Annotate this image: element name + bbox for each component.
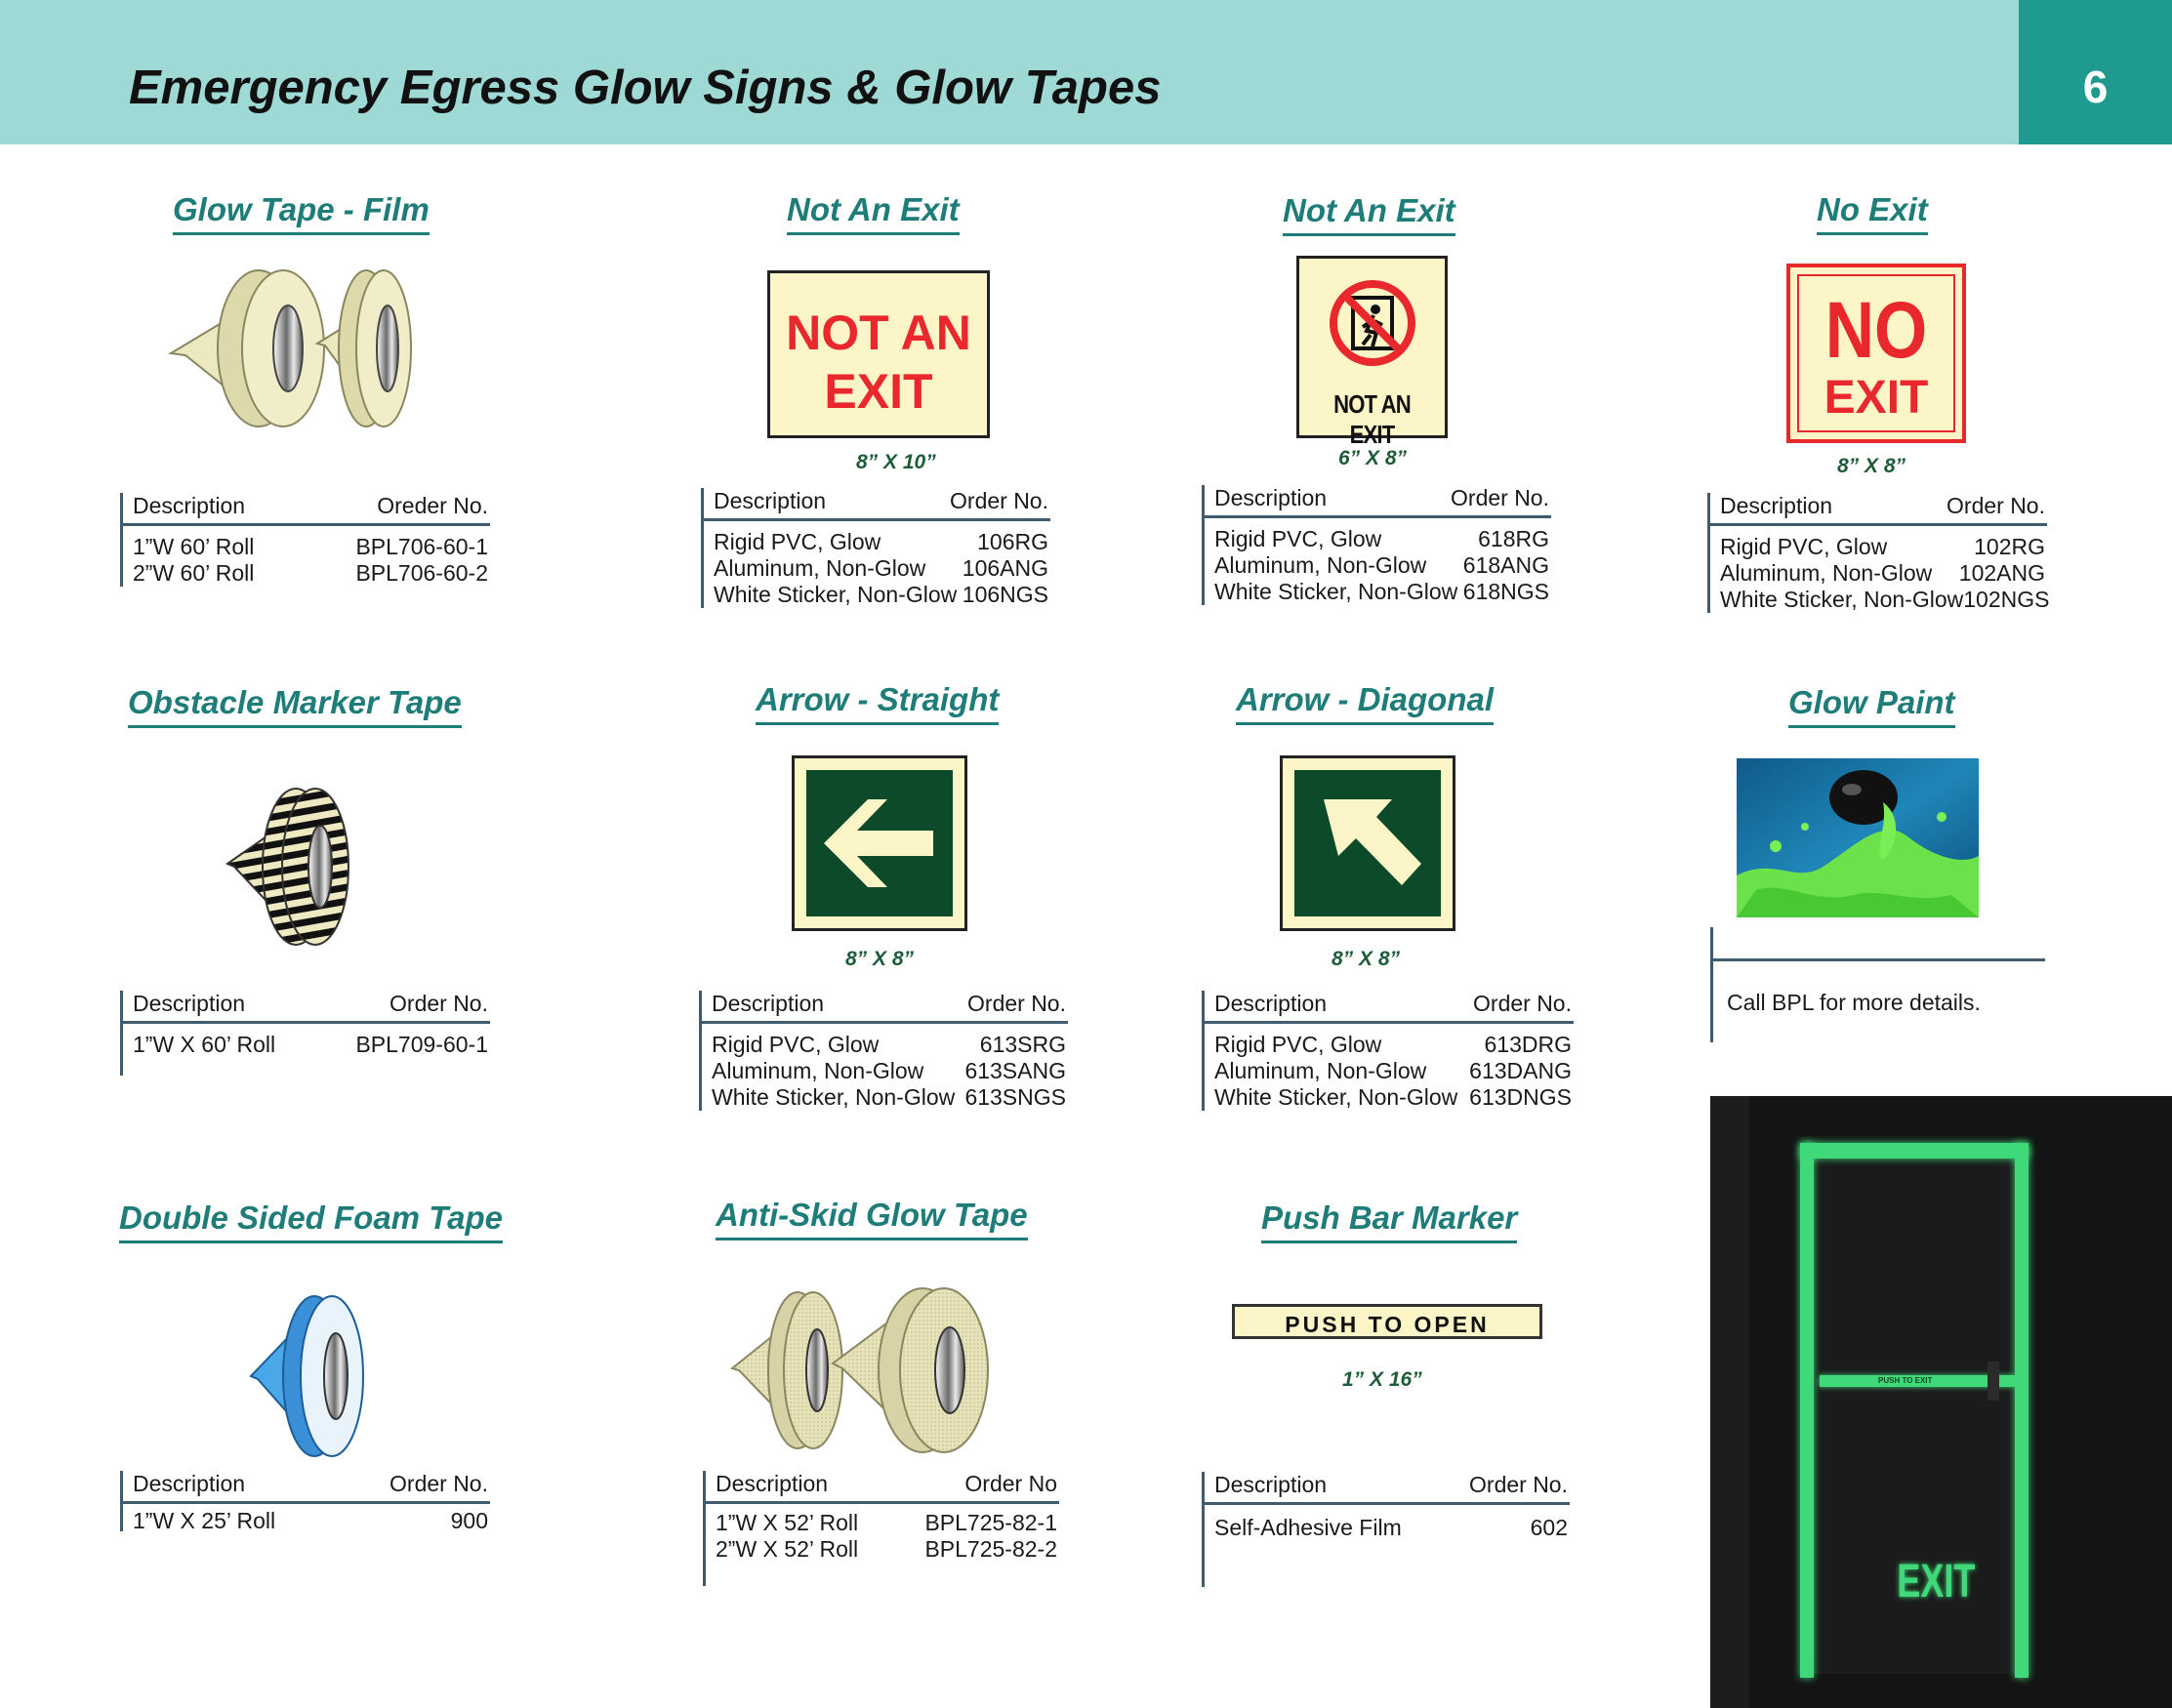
order-table	[120, 991, 490, 1076]
arrow-up-left-icon	[1294, 770, 1441, 916]
sign-line1: NO	[1824, 286, 1928, 375]
product-title-not-an-exit-pictogram: Not An Exit	[1283, 191, 1455, 236]
row-desc: Rigid PVC, Glow	[714, 529, 881, 554]
push-to-open-sign	[1232, 1304, 1542, 1339]
row-order: 106NGS	[962, 582, 1048, 607]
order-table	[120, 1471, 490, 1531]
no-exit-sign	[1786, 264, 1966, 443]
table-row	[714, 582, 1048, 608]
row-desc: White Sticker, Non-Glow	[1720, 587, 1964, 612]
col-description: Description	[1214, 485, 1328, 510]
order-table	[1202, 991, 1574, 1111]
row-order: BPL706-60-1	[355, 534, 488, 559]
tape-roll-icon	[161, 265, 415, 436]
row-desc: Aluminum, Non-Glow	[714, 555, 926, 581]
row-order: BPL709-60-1	[355, 1032, 488, 1057]
paint-splash-image	[1737, 758, 1979, 917]
table-row	[133, 1508, 488, 1534]
row-order: 618RG	[1478, 526, 1549, 551]
size-label: 8” X 8”	[1837, 455, 1906, 477]
not-an-exit-sign	[767, 270, 990, 438]
row-order: 613DRG	[1484, 1032, 1572, 1057]
order-table	[1202, 485, 1551, 605]
tape-roll-icon	[223, 781, 359, 952]
row-order: 102RG	[1974, 534, 2045, 559]
row-desc: 2”W X 52’ Roll	[716, 1536, 859, 1562]
row-order: 618ANG	[1462, 552, 1549, 578]
col-order: Order No.	[389, 991, 488, 1016]
row-order: 613SNGS	[964, 1084, 1066, 1110]
page-title: Emergency Egress Glow Signs & Glow Tapes	[129, 61, 1162, 114]
product-title-obstacle-marker-tape: Obstacle Marker Tape	[128, 683, 462, 728]
order-table	[1202, 1472, 1570, 1587]
row-desc: White Sticker, Non-Glow	[712, 1084, 956, 1110]
size-label: 8” X 8”	[845, 948, 915, 970]
col-order: Order No.	[1473, 991, 1572, 1016]
glow-paint-note: Call BPL for more details.	[1727, 990, 1981, 1015]
row-order: BPL725-82-2	[924, 1536, 1057, 1562]
col-order: Order No.	[389, 1471, 488, 1496]
table-row	[1214, 1032, 1572, 1058]
row-order: 106ANG	[962, 555, 1048, 581]
row-desc: Rigid PVC, Glow	[1214, 1032, 1382, 1057]
size-label: 8” X 10”	[856, 451, 936, 473]
arrow-straight-sign	[792, 755, 967, 931]
row-desc: 1”W X 52’ Roll	[716, 1510, 859, 1535]
door-image	[1710, 1096, 2172, 1708]
size-label: 8” X 8”	[1332, 948, 1401, 970]
not-an-exit-pictogram-sign	[1296, 256, 1448, 449]
row-desc: 1”W 60’ Roll	[133, 534, 255, 559]
running-man-icon	[1371, 305, 1380, 314]
sign-line2: EXIT	[1824, 372, 1929, 424]
product-title-anti-skid-glow-tape: Anti-Skid Glow Tape	[716, 1196, 1028, 1240]
tape-roll-icon	[727, 1281, 991, 1456]
row-desc: Aluminum, Non-Glow	[1720, 560, 1933, 586]
row-desc: 1”W X 25’ Roll	[133, 1508, 276, 1533]
order-table	[701, 488, 1050, 608]
table-row	[133, 534, 488, 560]
row-order: 618NGS	[1462, 579, 1549, 604]
prohibition-icon	[1326, 276, 1419, 370]
size-label: 1” X 16”	[1342, 1368, 1422, 1391]
row-order: 613DNGS	[1469, 1084, 1572, 1110]
row-order: 900	[450, 1508, 488, 1533]
sign-line2: EXIT	[824, 364, 933, 419]
row-order: 102NGS	[1963, 587, 2050, 612]
sign-line1: NOT AN	[786, 305, 971, 360]
page-header	[0, 0, 2019, 144]
col-order: Oreder No.	[377, 493, 488, 518]
row-order: 613SANG	[964, 1058, 1066, 1083]
col-description: Description	[133, 991, 246, 1016]
col-description: Description	[712, 991, 825, 1016]
table-row	[1214, 552, 1549, 579]
row-desc: Self-Adhesive Film	[1214, 1515, 1402, 1540]
table-row	[133, 1032, 488, 1058]
row-desc: White Sticker, Non-Glow	[1214, 579, 1458, 604]
product-title-not-an-exit: Not An Exit	[787, 190, 960, 235]
row-order: 106RG	[977, 529, 1048, 554]
sign-text: PUSH TO OPEN	[1285, 1312, 1490, 1337]
table-row	[712, 1032, 1066, 1058]
table-row	[716, 1510, 1057, 1536]
table-row	[1720, 587, 2050, 613]
row-order: 102ANG	[1958, 560, 2045, 586]
row-desc: Aluminum, Non-Glow	[1214, 552, 1427, 578]
col-description: Description	[1720, 493, 1833, 518]
sign-text: NOT AN EXIT	[1333, 389, 1411, 449]
page-number-box	[2019, 0, 2172, 144]
row-desc: 2”W 60’ Roll	[133, 560, 255, 586]
order-table	[1707, 493, 2050, 613]
col-description: Description	[714, 488, 827, 513]
table-row	[712, 1058, 1066, 1084]
col-order: Order No.	[950, 488, 1048, 513]
push-bar	[1820, 1375, 2015, 1387]
size-label: 6” X 8”	[1338, 447, 1408, 469]
row-order: BPL706-60-2	[355, 560, 488, 586]
product-title-arrow-diagonal: Arrow - Diagonal	[1236, 680, 1494, 725]
product-title-push-bar-marker: Push Bar Marker	[1261, 1199, 1517, 1243]
exit-label: EXIT	[1897, 1556, 1976, 1607]
col-order: Order No.	[967, 991, 1066, 1016]
product-title-glow-paint: Glow Paint	[1788, 683, 1955, 728]
col-order: Order No.	[1469, 1472, 1568, 1497]
table-row	[712, 1084, 1066, 1111]
row-order: 602	[1530, 1515, 1568, 1540]
page-number: 6	[2082, 61, 2109, 112]
product-title-glow-tape-film: Glow Tape - Film	[173, 190, 430, 235]
row-desc: Aluminum, Non-Glow	[1214, 1058, 1427, 1083]
table-row	[1214, 1084, 1572, 1111]
table-row	[1720, 534, 2045, 560]
arrow-diagonal-sign	[1280, 755, 1455, 931]
arrow-left-icon	[806, 770, 953, 916]
col-description: Description	[133, 1471, 246, 1496]
row-desc: White Sticker, Non-Glow	[1214, 1084, 1458, 1110]
row-order: 613SRG	[979, 1032, 1066, 1057]
glow-paint-note-box	[1710, 927, 2045, 1042]
row-desc: Rigid PVC, Glow	[1214, 526, 1382, 551]
row-order: BPL725-82-1	[924, 1510, 1057, 1535]
table-row	[133, 560, 488, 587]
table-row	[716, 1536, 1057, 1563]
table-row	[1214, 1515, 1568, 1541]
col-description: Description	[1214, 991, 1328, 1016]
table-row	[714, 555, 1048, 582]
col-order: Order No.	[1947, 493, 2045, 518]
row-desc: Aluminum, Non-Glow	[712, 1058, 924, 1083]
table-row	[1214, 579, 1549, 605]
row-desc: Rigid PVC, Glow	[712, 1032, 880, 1057]
product-title-double-sided-foam-tape: Double Sided Foam Tape	[119, 1199, 503, 1243]
order-table	[699, 991, 1068, 1111]
row-order: 613DANG	[1469, 1058, 1572, 1083]
col-description: Description	[716, 1471, 829, 1496]
col-order: Order No.	[1451, 485, 1549, 510]
order-table	[703, 1471, 1059, 1586]
table-row	[1720, 560, 2045, 587]
table-row	[714, 529, 1048, 555]
tape-roll-icon	[246, 1286, 373, 1462]
row-desc: White Sticker, Non-Glow	[714, 582, 958, 607]
table-row	[1214, 1058, 1572, 1084]
order-table	[120, 493, 490, 587]
col-description: Description	[133, 493, 246, 518]
push-bar-label: PUSH TO EXIT	[1878, 1376, 1933, 1385]
row-desc: 1”W X 60’ Roll	[133, 1032, 276, 1057]
col-order: Order No	[964, 1471, 1057, 1496]
product-title-arrow-straight: Arrow - Straight	[756, 680, 999, 725]
row-desc: Rigid PVC, Glow	[1720, 534, 1888, 559]
table-row	[1214, 526, 1549, 552]
col-description: Description	[1214, 1472, 1328, 1497]
product-title-no-exit: No Exit	[1817, 190, 1928, 235]
